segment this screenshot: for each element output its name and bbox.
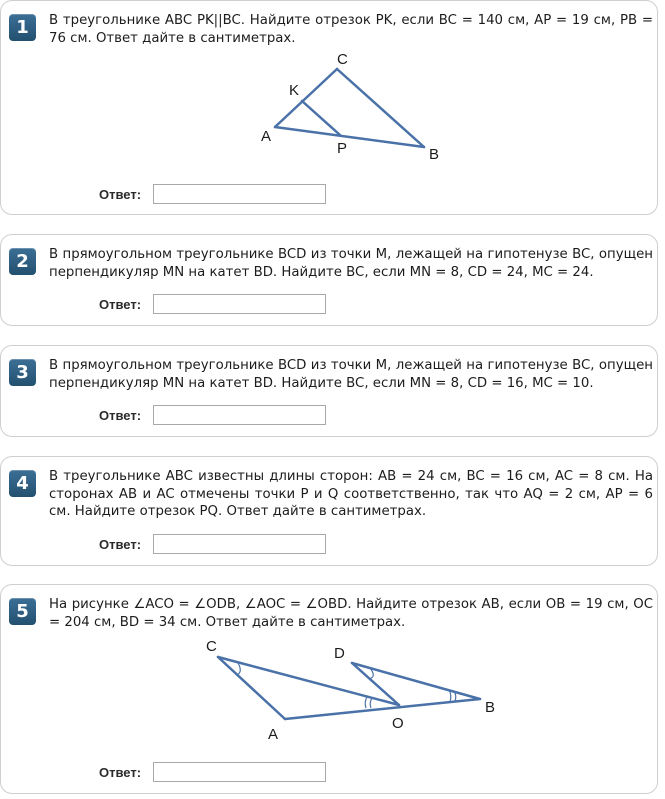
task-number-badge: 5 <box>9 598 36 625</box>
segment-cb <box>337 69 424 147</box>
task-card-1 <box>0 0 658 215</box>
answer-label: Ответ: <box>99 537 142 552</box>
answer-label: Ответ: <box>99 408 142 423</box>
task-card-3 <box>0 345 658 437</box>
segment-ab <box>275 127 424 147</box>
segment-kp <box>302 101 340 135</box>
triangle-figure <box>251 46 501 166</box>
point-label-o: O <box>392 715 404 732</box>
angle-arc-c <box>237 663 240 675</box>
answer-input[interactable] <box>153 405 326 425</box>
task-text: На рисунке ∠ACO = ∠ODB, ∠AOC = ∠OBD. Найдите отрезок AB, если OB = 19 см, OC = 204 см, BD = 34 см. Ответ дайте в сантиметрах. <box>49 597 653 630</box>
point-label-d: D <box>334 645 345 662</box>
segment-ac <box>275 69 337 127</box>
answer-input[interactable] <box>153 294 326 314</box>
task-card-2 <box>0 234 658 326</box>
task-number-badge: 3 <box>9 359 36 386</box>
answer-input[interactable] <box>153 534 326 554</box>
triangles-figure <box>196 633 516 743</box>
answer-label: Ответ: <box>99 187 142 202</box>
point-label-c: C <box>337 51 348 68</box>
point-label-p: P <box>337 140 348 157</box>
segment-ab <box>285 699 480 719</box>
angle-arc-o-1 <box>365 697 367 708</box>
point-label-a: A <box>261 128 272 145</box>
point-label-b: B <box>485 699 496 716</box>
task-text: В прямоугольном треугольнике BCD из точки M, лежащей на гипотенузе BC, опущен перпендикуляр MN на катет BD. Найдите BC, если MN = 8, CD = 24, MC = 24. <box>49 247 653 280</box>
task-text: В треугольнике ABC PK||BC. Найдите отрезок PK, если BC = 140 см, AP = 19 см, PB = 76 см. Ответ дайте в сантиметрах. <box>49 13 653 46</box>
angle-arc-o-2 <box>370 698 372 708</box>
point-label-c: C <box>206 638 217 655</box>
task-card-5 <box>0 584 658 794</box>
task-text: В треугольнике ABC известны длины сторон: AB = 24 см, BC = 16 см, AC = 8 см. На сторонах AB и AC отмечены точки P и Q соответственно, так что AQ = 2 см, AP = 6 см. Найдите отрезок PQ. Ответ дайте в сантиметрах. <box>49 469 653 519</box>
task-card-4 <box>0 456 658 566</box>
angle-arc-b-1 <box>449 690 451 702</box>
task-number-badge: 1 <box>9 14 36 41</box>
answer-label: Ответ: <box>99 297 142 312</box>
answer-input[interactable] <box>153 762 326 782</box>
point-label-k: K <box>289 82 300 99</box>
task-text: В прямоугольном треугольнике BCD из точки M, лежащей на гипотенузе BC, опущен перпендикуляр MN на катет BD. Найдите BC, если MN = 8, CD = 16, MC = 10. <box>49 358 653 391</box>
task-number-badge: 4 <box>9 470 36 497</box>
point-label-b: B <box>429 146 440 163</box>
point-label-a: A <box>268 726 279 743</box>
task-number-badge: 2 <box>9 248 36 275</box>
answer-input[interactable] <box>153 184 326 204</box>
answer-label: Ответ: <box>99 765 142 780</box>
